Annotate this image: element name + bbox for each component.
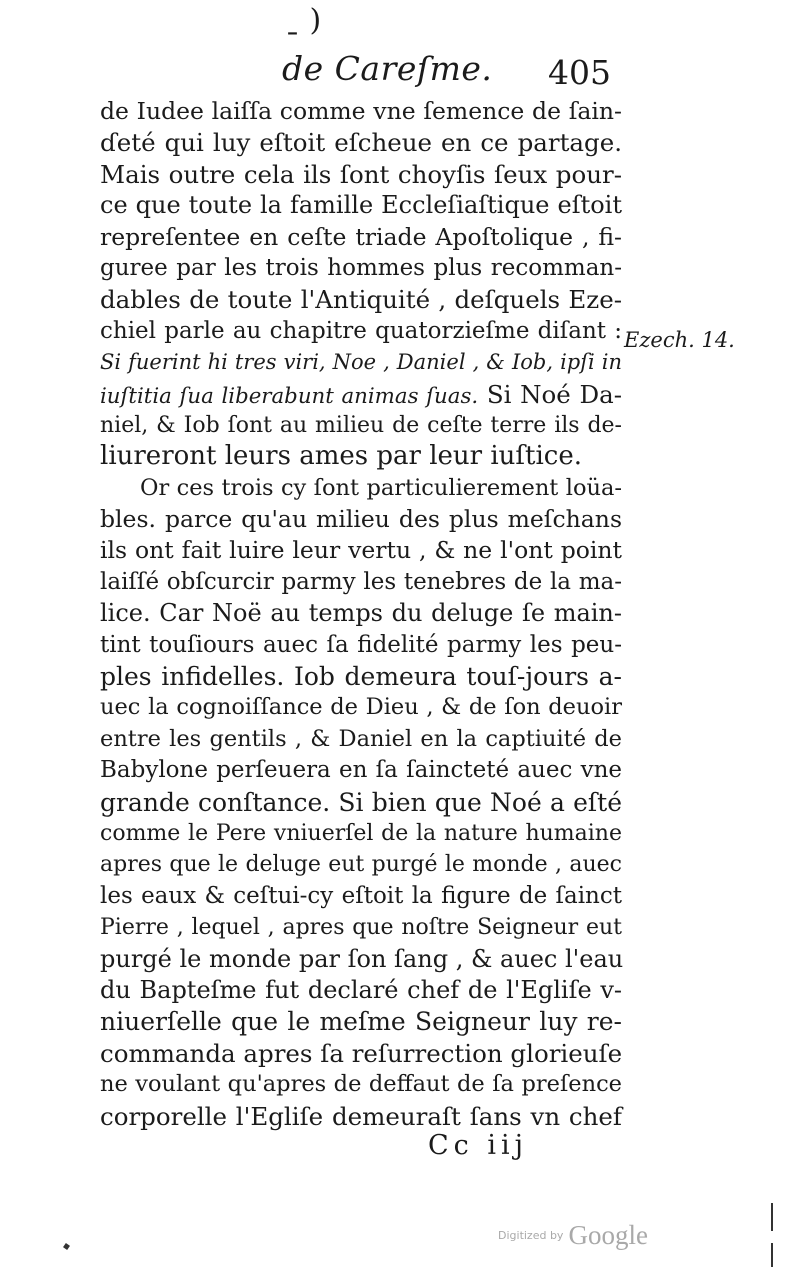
paragraph-start-line: Or ces trois cy ſont particulierement loüa- bbox=[140, 474, 622, 501]
text-line: Mais outre cela ils ſont choyſis ſeux pour- bbox=[100, 159, 622, 189]
text-line: les eaux & ceſtui-cy eſtoit la figure de ſainct bbox=[100, 882, 622, 909]
header-ornament: ˍ ) bbox=[285, 3, 322, 38]
text-line: laiſſé obſcurcir parmy les tenebres de la ma- bbox=[100, 568, 622, 595]
text-line: ils ont fait luire leur vertu , & ne l'ont point bbox=[100, 536, 622, 565]
text-line: dables de toute l'Antiquité , deſquels Eze- bbox=[100, 285, 622, 315]
text-line: purgé le monde par ſon ſang , & auec l'eau bbox=[100, 944, 624, 973]
body-text bbox=[100, 96, 622, 1132]
text-line bbox=[100, 379, 622, 410]
text-line: lice. Car Noë au temps du deluge ſe main- bbox=[100, 599, 622, 628]
scan-edge-mark bbox=[771, 1203, 773, 1231]
text-line: niuerſelle que le meſme Seigneur luy re- bbox=[100, 1007, 622, 1037]
text-line: guree par les trois hommes plus recomman- bbox=[100, 254, 622, 281]
text-line: tint touſiours auec ſa fidelité parmy les peu- bbox=[100, 631, 622, 658]
text-line: bles. parce qu'au milieu des plus meſchans bbox=[100, 505, 622, 534]
text-line: ples infidelles. Iob demeura touſ-jours a- bbox=[100, 662, 622, 692]
text-line: du Bapteſme fut declaré chef de l'Egliſe v- bbox=[100, 975, 622, 1004]
text-line: commanda apres ſa reſurrection glorieuſe bbox=[100, 1038, 623, 1068]
page-number: 405 bbox=[548, 53, 611, 92]
running-head: de Careſme. bbox=[282, 49, 493, 88]
scan-speck bbox=[63, 1243, 70, 1250]
text-line: comme le Pere vniuerſel de la nature humaine bbox=[100, 820, 622, 846]
text-line: ɗeté qui luy eſtoit eſcheue en ce partage. bbox=[100, 128, 622, 158]
text-line: uec la cognoiſſance de Dieu , & de ſon deuoir bbox=[100, 694, 622, 721]
signature-mark: Cc iij bbox=[428, 1130, 529, 1161]
latin-quote-segment: iuſtitia ſua liberabunt animas ſuas. bbox=[100, 383, 479, 409]
margin-note: Ezech. 14. bbox=[624, 328, 735, 352]
text-line: corporelle l'Egliſe demeuraſt ſans vn chef bbox=[100, 1101, 622, 1131]
text-line: grande conſtance. Si bien que Noé a eſté bbox=[100, 787, 622, 817]
text-line: apres que le deluge eut purgé le monde , auec bbox=[100, 852, 622, 878]
text-segment: Si Noé Da- bbox=[478, 379, 622, 409]
watermark-prefix: Digitized by bbox=[498, 1229, 564, 1242]
text-line: de Iudee laiſſa comme vne ſemence de ſain- bbox=[100, 97, 622, 125]
digitization-watermark bbox=[498, 1222, 648, 1249]
text-line: liureront leurs ames par leur iuſtice. bbox=[100, 441, 583, 472]
scan-edge-mark bbox=[771, 1243, 773, 1267]
text-line: niel, & Iob ſont au milieu de ceſte terre ils de- bbox=[100, 412, 622, 438]
text-line: Babylone perſeuera en ſa ſaincteté auec vne bbox=[100, 757, 622, 784]
text-line: Pierre , lequel , apres que noſtre Seigneur eut bbox=[100, 915, 622, 941]
latin-quote-line: Si fuerint hi tres viri, Noe , Daniel , & Iob, ipſi in bbox=[100, 350, 622, 375]
text-line: chiel parle au chapitre quatorzieſme diſant : bbox=[100, 317, 622, 344]
text-line: ne voulant qu'apres de deffaut de ſa preſence bbox=[100, 1071, 622, 1098]
watermark-brand: Google bbox=[568, 1220, 649, 1250]
text-line: entre les gentils , & Daniel en la captiuité de bbox=[100, 725, 622, 752]
text-line: ce que toute la famille Eccleſiaſtique eſtoit bbox=[100, 191, 622, 220]
text-line: repreſentee en ceſte triade Apoſtolique , fi- bbox=[100, 222, 622, 251]
